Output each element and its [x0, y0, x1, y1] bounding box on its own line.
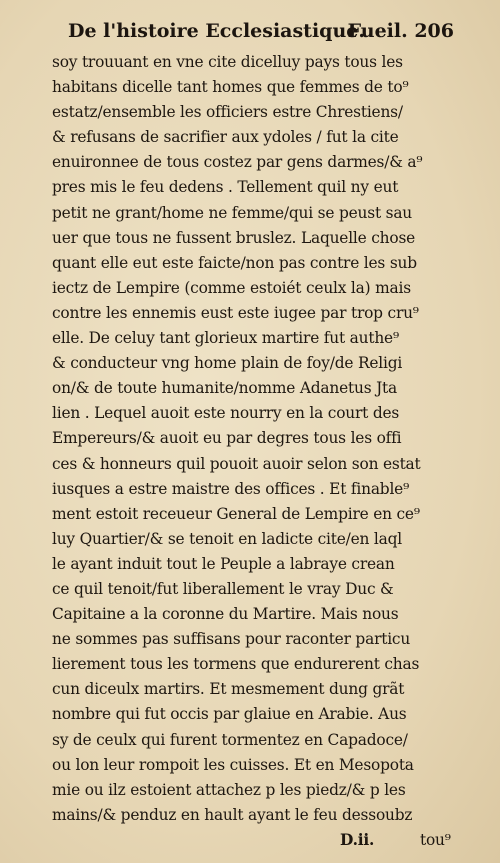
text-line: uer que tous ne fussent bruslez. Laquelle chose	[52, 228, 416, 247]
text-line: contre les ennemis eust este iugee par trop cru⁹	[52, 303, 419, 322]
text-line: sy de ceulx qui furent tormentez en Capadoce/	[52, 730, 408, 749]
text-line: iectz de Lempire (comme estoiét ceulx la) mais	[52, 278, 411, 297]
text-line: estatz/ensemble les officiers estre Chrestiens/	[52, 103, 403, 122]
text-line: luy Quartier/& se tenoit en ladicte cite/en laql	[52, 529, 402, 548]
text-line: soy trouuant en vne cite dicelluy pays tous les	[52, 53, 403, 71]
text-line: on/& de toute humanite/nomme Adanetus Jta	[52, 379, 398, 398]
signature-mark: D.ii.	[340, 830, 375, 849]
text-line: elle. De celuy tant glorieux martire fut authe⁹	[52, 329, 399, 348]
text-line: ment estoit receueur General de Lempire en ce⁹	[52, 504, 420, 523]
text-line: & conducteur vng home plain de foy/de Religi	[52, 354, 403, 373]
text-line: pres mis le feu dedens . Tellement quil ny eut	[52, 178, 399, 197]
text-line: petit ne grant/home ne femme/qui se peust sau	[52, 203, 413, 222]
text-line: & refusans de sacrifier aux ydoles / fut la cite	[52, 128, 399, 147]
text-line: iusques a estre maistre des offices . Et finable⁹	[52, 479, 410, 498]
text-line: cun diceulx martirs. Et mesmement dung grãt	[52, 680, 405, 699]
catchword: tou⁹	[420, 830, 451, 849]
text-line: enuironnee de tous costez par gens darmes/& a⁹	[52, 153, 423, 172]
text-line: mains/& penduz en hault ayant le feu dessoubz	[52, 805, 413, 824]
text-line: nombre qui fut occis par glaiue en Arabie. Aus	[52, 705, 407, 724]
body-text	[52, 50, 460, 853]
page-header	[68, 20, 454, 48]
text-line: mie ou ilz estoient attachez p les piedz/& p les	[52, 780, 406, 799]
text-line: Capitaine a la coronne du Martire. Mais nous	[52, 605, 399, 624]
text-line: lierement tous les tormens que endurerent chas	[52, 655, 420, 674]
text-line: ces & honneurs quil pouoit auoir selon son estat	[52, 454, 421, 473]
running-title: De l'histoire Ecclesiastique.	[68, 20, 365, 42]
text-line: lien . Lequel auoit este nourry en la court des	[52, 404, 400, 423]
text-line: ne sommes pas suffisans pour raconter particu	[52, 630, 411, 649]
text-line: le ayant induit tout le Peuple a labraye crean	[52, 554, 395, 573]
text-line: habitans dicelle tant homes que femmes de to⁹	[52, 78, 409, 97]
text-line: ce quil tenoit/fut liberallement le vray Duc &	[52, 579, 394, 598]
text-line: Empereurs/& auoit eu par degres tous les offi	[52, 429, 402, 448]
page-footer	[52, 828, 460, 853]
text-line: quant elle eut este faicte/non pas contre les sub	[52, 253, 417, 272]
text-line: ou lon leur rompoit les cuisses. Et en Mesopota	[52, 755, 414, 774]
folio-number: Fueil. 206	[347, 20, 454, 42]
